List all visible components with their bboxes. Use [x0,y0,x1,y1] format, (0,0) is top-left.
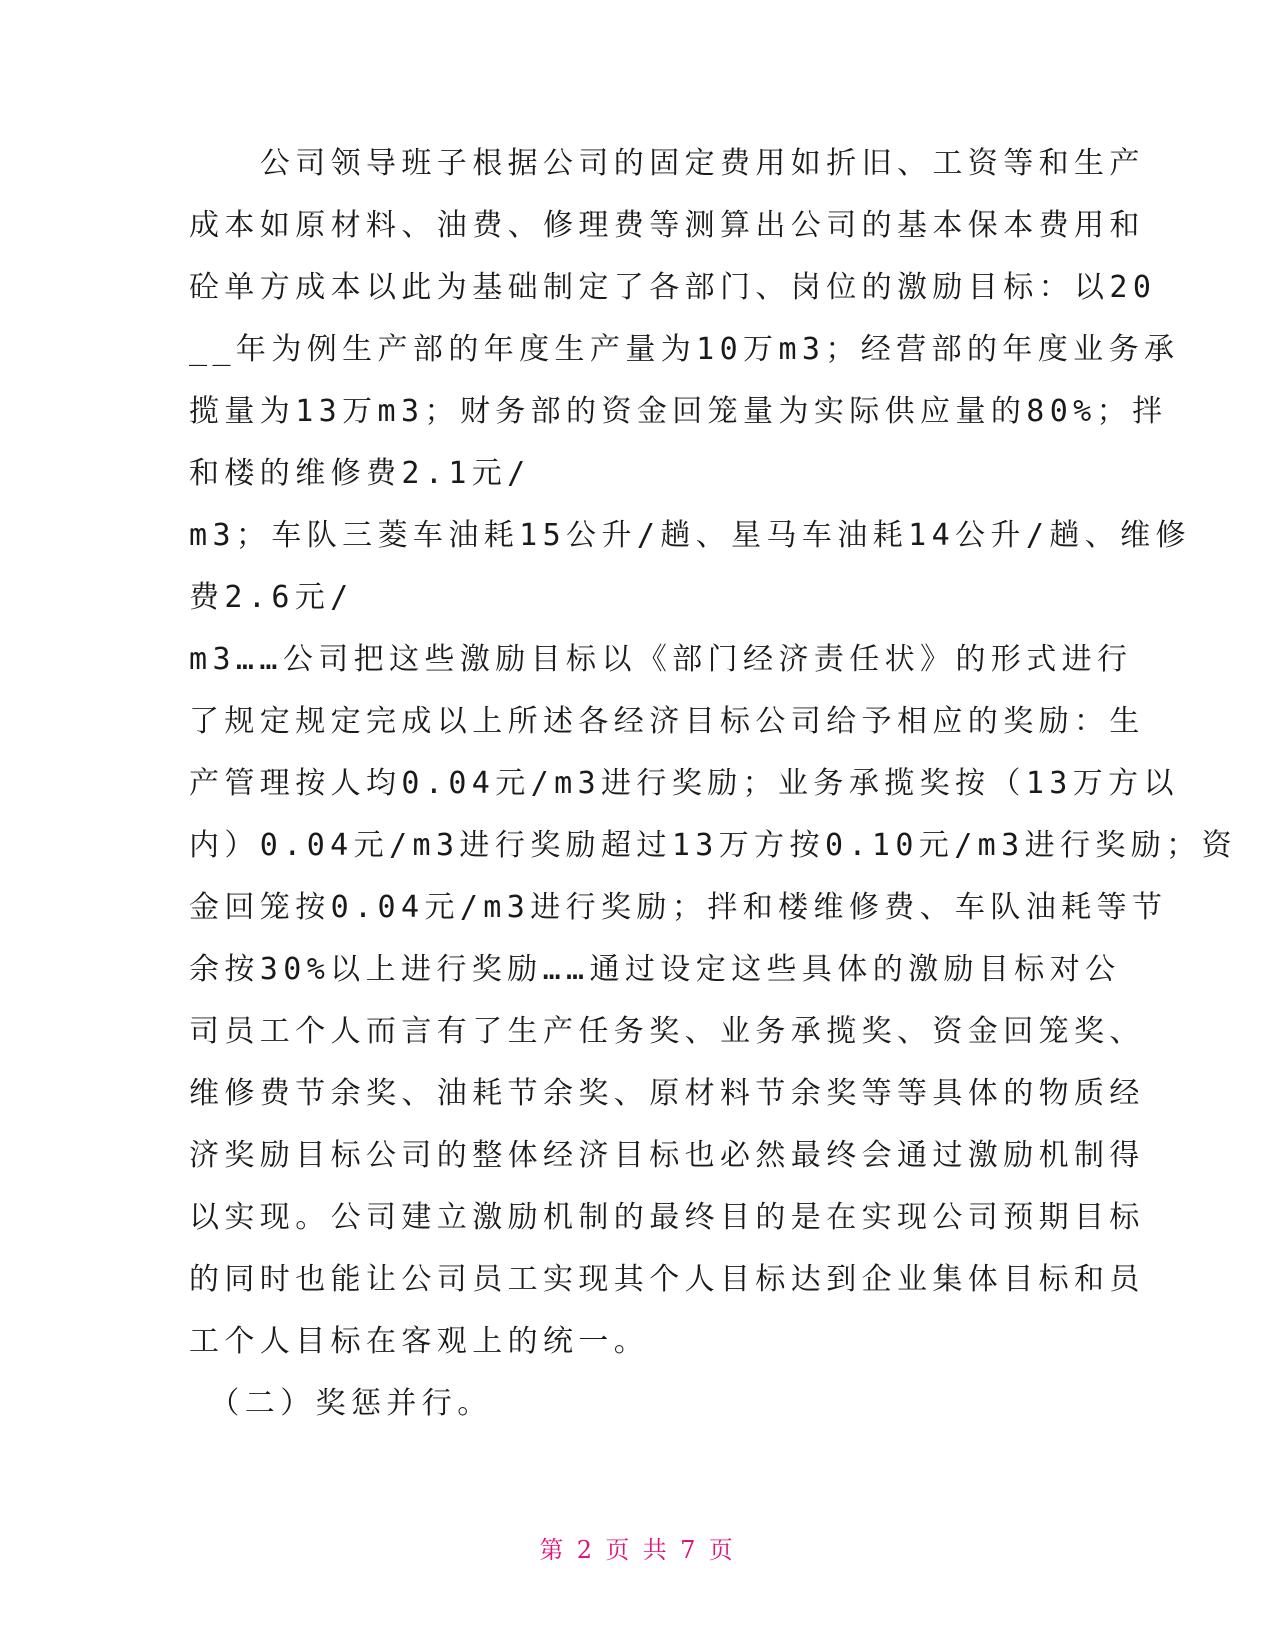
body-line: 砼单方成本以此为基础制定了各部门、岗位的激励目标：以20 [189,270,1157,305]
body-line: 金回笼按0.04元/m3进行奖励；拌和楼维修费、车队油耗等节 [189,890,1168,925]
body-line: 司员工个人而言有了生产任务奖、业务承揽奖、资金回笼奖、 [189,1014,1145,1049]
body-line: m3……公司把这些激励目标以《部门经济责任状》的形式进行 [189,642,1133,677]
body-line: 济奖励目标公司的整体经济目标也必然最终会通过激励机制得 [189,1138,1145,1173]
body-line: 的同时也能让公司员工实现其个人目标达到企业集体目标和员 [189,1262,1145,1297]
body-line: m3；车队三菱车油耗15公升/趟、星马车油耗14公升/趟、维修 [189,518,1191,553]
body-line: 维修费节余奖、油耗节余奖、原材料节余奖等等具体的物质经 [189,1076,1145,1111]
page-number: 第 2 页 共 7 页 [539,1536,736,1564]
body-line: 以实现。公司建立激励机制的最终目的是在实现公司预期目标 [189,1200,1145,1235]
body-line: 产管理按人均0.04元/m3进行奖励；业务承揽奖按（13万方以 [189,766,1179,801]
body-line: 内）0.04元/m3进行奖励超过13万方按0.10元/m3进行奖励；资 [189,828,1237,863]
section-heading: （二）奖惩并行。 [189,1386,493,1421]
body-line: 余按30%以上进行奖励……通过设定这些具体的激励目标对公 [189,952,1121,987]
body-line: 公司领导班子根据公司的固定费用如折旧、工资等和生产 [189,146,1145,181]
body-line: 和楼的维修费2.1元/ [189,456,531,491]
body-line: 了规定规定完成以上所述各经济目标公司给予相应的奖励：生 [189,704,1145,739]
body-line: __年为例生产部的年度生产量为10万m3；经营部的年度业务承 [189,332,1180,367]
body-line: 费2.6元/ [189,580,354,615]
body-line: 揽量为13万m3；财务部的资金回笼量为实际供应量的80%；拌 [189,394,1168,429]
body-line: 成本如原材料、油费、修理费等测算出公司的基本保本费用和 [189,208,1145,243]
body-line: 工个人目标在客观上的统一。 [189,1324,650,1359]
